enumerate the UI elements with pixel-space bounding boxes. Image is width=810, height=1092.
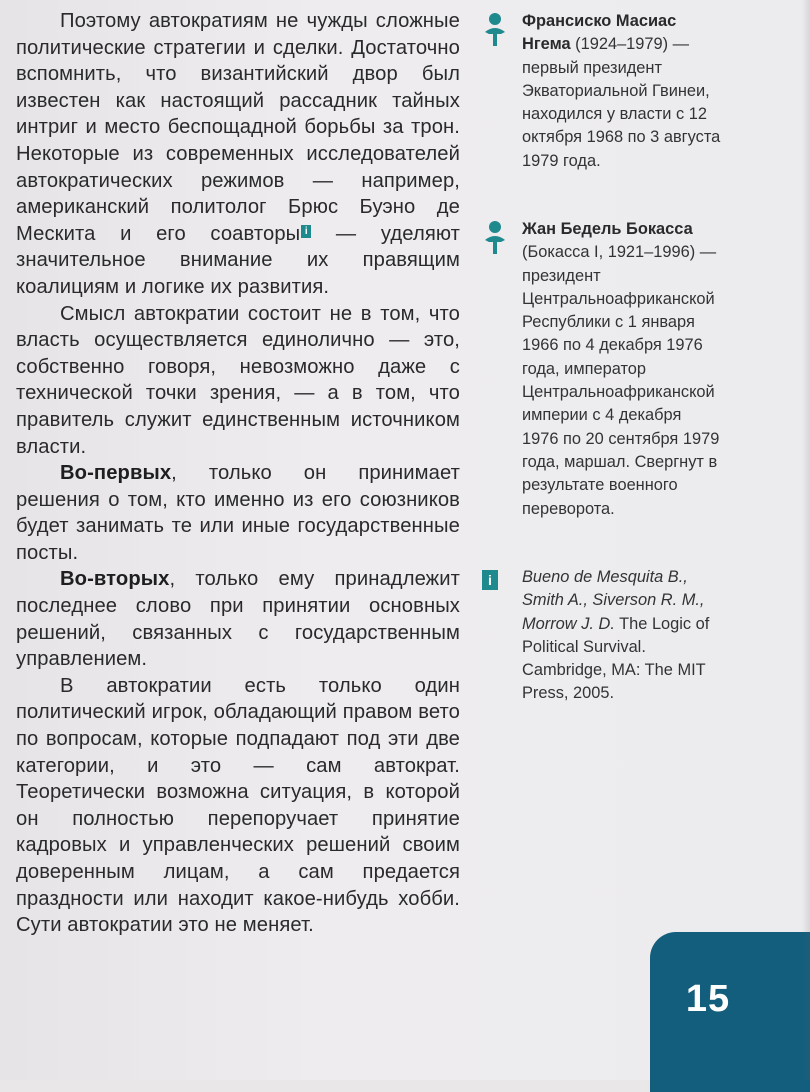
paragraph: Смысл автократии состоит не в том, что власть осуществляется единолично — это, собственно говоря, невозможно даже с технической точки зрения, — а в том, что правитель служит единственным источником власти. (16, 302, 460, 458)
info-icon: i (482, 570, 498, 590)
note-name: Жан Бедель Бокасса (522, 220, 693, 238)
bold-lead: Во-вторых (60, 568, 170, 591)
paragraph-text: Поэтому автократиям не чужды сложные политические стратегии и сделки. Достаточно вспомнить, что византийский двор был известен как настоящий рассадник тайных интриг и место беспощадной борьбы за трон. Некоторые из современных исследователей автократических режимов — например, американский политолог Брюс Буэно де Мескита и его соавторы (16, 10, 460, 245)
reference-text (522, 566, 722, 706)
person-icon (482, 220, 508, 256)
paragraph: В автократии есть только один политический игрок, обладающий правом вето по вопросам, которые подпадают под эти две категории, и это — сам автократ. Теоретически возможна ситуация, в которой он полностью перепоручает принятие кадровых и управленческих решений своим доверенным лицам, а сам предается праздности или находит какое-нибудь хобби. Сути автократии это не меняет. (16, 674, 460, 937)
reference-authors: Bueno de Mesquita B., Smith A., Siverson R. M., Morrow J. D. (522, 568, 705, 633)
sidebar-reference (482, 566, 722, 706)
footnote-info-icon: i (301, 225, 311, 238)
person-icon (482, 12, 508, 48)
note-name: Франсиско Масиас Нгема (522, 12, 677, 54)
sidebar-note-bokassa (482, 218, 722, 548)
note-text (522, 10, 722, 173)
bold-lead: Во-первых (60, 462, 172, 485)
paragraph (16, 460, 460, 566)
page-edge-shadow (802, 0, 810, 1080)
reference-title: The Logic of Political Survival. Cambridge, MA: The MIT Press, 2005. (522, 614, 710, 703)
paragraph-text: , только он принимает решения о том, кто именно из его союзников будет занимать те или иные государственные посты. (16, 462, 460, 564)
page-number: 15 (685, 978, 731, 1020)
paragraph (16, 566, 460, 672)
note-body: (1924–1979) — первый президент Экваториальной Гвинеи, находился у власти с 12 октября 1968 по 3 августа 1979 года. (522, 35, 721, 170)
sidebar-note-macias (482, 10, 722, 200)
note-body: (Бокасса I, 1921–1996) — президент Центральноафриканской Республики с 1 января 1966 по 4 декабря 1976 года, император Центральноафриканской империи с 4 декабря 1976 по 20 сентября 1979 года, маршал. Свергнут в результате военного переворота. (522, 243, 720, 518)
note-text (522, 218, 722, 521)
paragraph (16, 8, 460, 301)
main-text-column (16, 8, 460, 939)
paragraph-text: , только ему принадлежит последнее слово при принятии основных решений, связанных с государственным управлением. (16, 568, 460, 671)
paragraph-text: — уделяют значительное внимание их правящим коалициям и логике их развития. (16, 222, 460, 298)
